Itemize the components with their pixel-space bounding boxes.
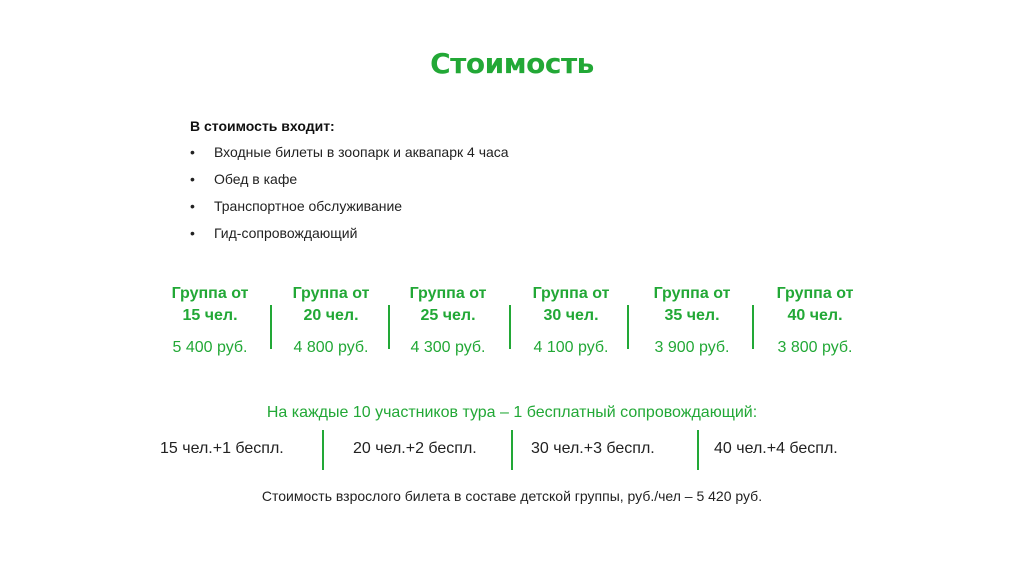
bullet-icon: • (190, 171, 195, 187)
bullet-icon: • (190, 225, 195, 241)
tier-label-line2: 20 чел. (303, 307, 359, 324)
bullet-icon: • (190, 144, 195, 160)
free-escort-item-40: 40 чел.+4 беспл. (714, 440, 838, 457)
list-item (190, 225, 509, 252)
free-escort-item-15: 15 чел.+1 беспл. (160, 440, 284, 457)
tier-label (511, 283, 631, 327)
free-divider (322, 430, 324, 470)
tier-label (388, 283, 508, 327)
tier-label-line2: 15 чел. (182, 307, 238, 324)
tier-price: 4 100 руб. (533, 339, 609, 356)
list-item (190, 144, 509, 171)
tier-divider (627, 305, 629, 349)
free-escort-item-20: 20 чел.+2 беспл. (353, 440, 477, 457)
tier-price: 4 800 руб. (293, 339, 369, 356)
tier-price: 3 800 руб. (777, 339, 853, 356)
tier-price: 3 900 руб. (654, 339, 730, 356)
tier-divider (752, 305, 754, 349)
includes-list (190, 144, 509, 252)
tier-label-line1: Группа от (653, 285, 731, 302)
tier-label (271, 283, 391, 327)
price-tier-15 (150, 283, 270, 359)
page-title: Стоимость (430, 47, 594, 80)
tier-label-line1: Группа от (776, 285, 854, 302)
tier-label-line1: Группа от (409, 285, 487, 302)
price-tier-35 (632, 283, 752, 359)
tier-label (150, 283, 270, 327)
free-escort-item-30: 30 чел.+3 беспл. (531, 440, 655, 457)
list-item-text: Входные билеты в зоопарк и аквапарк 4 часа (214, 144, 509, 160)
price-tier-20 (271, 283, 391, 359)
tier-label (632, 283, 752, 327)
tier-label-line1: Группа от (532, 285, 610, 302)
price-tier-30 (511, 283, 631, 359)
price-tier-40 (755, 283, 875, 359)
list-item (190, 171, 509, 198)
free-divider (697, 430, 699, 470)
tier-label-line2: 30 чел. (543, 307, 599, 324)
free-divider (511, 430, 513, 470)
tier-price: 5 400 руб. (172, 339, 248, 356)
includes-heading: В стоимость входит: (190, 118, 335, 134)
list-item-text: Транспортное обслуживание (214, 198, 403, 214)
tier-label-line1: Группа от (171, 285, 249, 302)
list-item-text: Гид-сопровождающий (214, 225, 358, 241)
bullet-icon: • (190, 198, 195, 214)
list-item-text: Обед в кафе (214, 171, 298, 187)
tier-price: 4 300 руб. (410, 339, 486, 356)
tier-label (755, 283, 875, 327)
price-tier-25 (388, 283, 508, 359)
list-item (190, 198, 509, 225)
free-escort-note: На каждые 10 участников тура – 1 бесплатный сопровождающий: (266, 404, 758, 421)
tier-label-line1: Группа от (292, 285, 370, 302)
adult-ticket-price: Стоимость взрослого билета в составе детской группы, руб./чел – 5 420 руб. (261, 488, 763, 504)
tier-label-line2: 25 чел. (420, 307, 476, 324)
tier-label-line2: 35 чел. (664, 307, 720, 324)
tier-label-line2: 40 чел. (787, 307, 843, 324)
